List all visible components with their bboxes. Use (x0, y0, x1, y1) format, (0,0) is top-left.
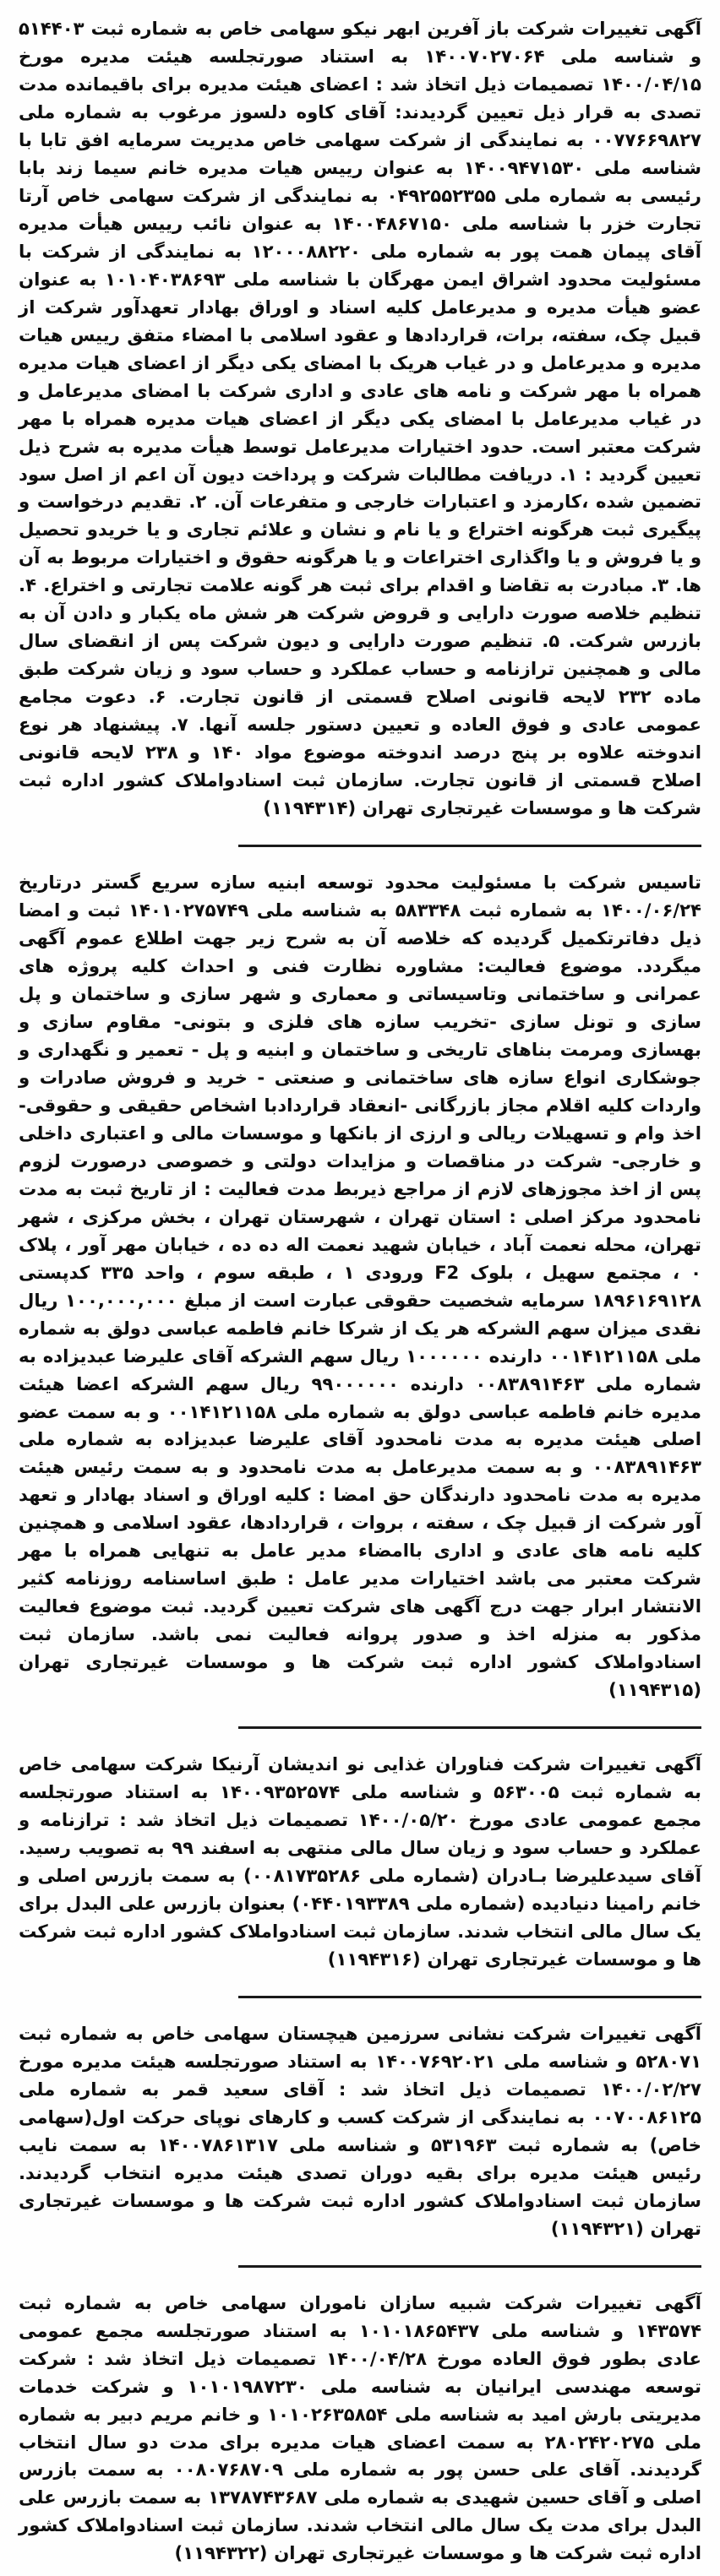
legal-notice-5: آگهی تغییرات شرکت شبیه سازان ناموران سهامی خاص به شماره ثبت ۱۴۳۵۷۴ و شناسه ملی ۱۰۱۰۱۸۶۵۴۳۷ به استناد صورتجلسه مجمع عمومی عادی بطور فوق العاده مورخ ۱۴۰۰/۰۴/۲۸ تصمیمات ذیل اتخاذ شد : شرکت توسعه مهندسی ایرانیان به شناسه ملی ۱۰۱۰۱۹۸۷۲۳۰ و شرکت خدمات مدیریتی بارش امید به شناسه ملی ۱۰۱۰۲۶۳۵۸۵۴ و خانم مریم دبیر به شماره ملی ۲۸۰۲۴۲۰۲۷۵ به سمت اعضای هیات مدیره برای مدت دو سال انتخاب گردیدند. آقای علی حسن پور به شماره ملی ۰۰۸۰۷۶۸۷۰۹ به سمت بازرس اصلی و آقای حسین شهیدی به شماره ملی ۱۳۷۸۷۴۳۶۸۷ به سمت بازرس علی البدل برای مدت یک سال مالی انتخاب شدند. سازمان ثبت اسنادواملاک کشور اداره ثبت شرکت ها و موسسات غیرتجاری تهران (۱۱۹۴۳۲۲) (19, 2291, 702, 2564)
notice-divider-3 (19, 1996, 701, 1998)
divider-rule (238, 845, 701, 847)
divider-rule (238, 1726, 701, 1729)
legal-notice-1: آگهی تغییرات شرکت باز آفرین ابهر نیکو سهامی خاص به شماره ثبت ۵۱۴۴۰۳ و شناسه ملی ۱۴۰۰۷۰۲۷۰۶۴ به استناد صورتجلسه هیئت مدیره مورخ ۱۴۰۰/۰۴/۱۵ تصمیمات ذیل اتخاذ شد : اعضای هیئت مدیره برای باقیمانده مدت تصدی به قرار ذیل تعیین گردیدند: آقای کاوه دلسوز مرغوب به شماره ملی ۰۰۷۷۶۶۹۸۲۷ به نمایندگی از شرکت سهامی خاص مدیریت سرمایه افق تابا با شناسه ملی ۱۴۰۰۹۴۷۱۵۳۰ به عنوان رییس هیات مدیره خانم سیما زند بابا رئیسی به شماره ملی ۰۴۹۲۵۵۲۳۵۵ به نمایندگی از شرکت سهامی خاص آرتا تجارت خزر با شناسه ملی ۱۴۰۰۴۸۶۷۱۵۰ به عنوان نائب رییس هیأت مدیره آقای پیمان همت پور به شماره ملی ۱۲۰۰۰۸۸۲۲۰ به نمایندگی از شرکت با مسئولیت محدود اشراق ایمن مهرگان با شناسه ملی ۱۰۱۰۴۰۳۸۶۹۳ به عنوان عضو هیأت مدیره و مدیرعامل کلیه اسناد و اوراق بهادار تعهدآور شرکت از قبیل چک، سفته، برات، قراردادها و عقود اسلامی با امضاء متفق رییس هیات مدیره و مدیرعامل و در غیاب هریک با امضای یکی دیگر از اعضای هیات مدیره همراه با مهر شرکت و نامه های عادی و اداری شرکت با امضای مدیرعامل و در غیاب مدیرعامل با امضای یکی دیگر از اعضای هیات مدیره همراه با مهر شرکت معتبر است. حدود اختیارات مدیرعامل توسط هیأت مدیره به شرح ذیل تعیین گردید : ۱. دریافت مطالبات شرکت و پرداخت دیون آن اعم از اصل سود تضمین شده ،کارمزد و اعتبارات خارجی و متفرعات آن. ۲. تقدیم درخواست و پیگیری ثبت هرگونه اختراع و یا نام و نشان و علائم تجاری و یا خریدو تحصیل و یا فروش و یا واگذاری اختراعات و یا هرگونه حقوق و اختیارات مربوط به آن ها. ۳. مبادرت به تقاضا و اقدام برای ثبت هر گونه علامت تجارتی و اختراع. ۴. تنظیم خلاصه صورت دارایی و قروض شرکت هر شش ماه یکبار و دادن آن به بازرس شرکت. ۵. تنظیم صورت دارایی و دیون شرکت پس از انقضای سال مالی و همچنین ترازنامه و حساب عملکرد و حساب سود و زیان شرکت طبق ماده ۲۳۲ لایحه قانونی اصلاح قسمتی از قانون تجارت. ۶. دعوت مجامع عمومی عادی و فوق العاده و تعیین دستور جلسه آنها. ۷. پیشنهاد هر نوع اندوخته علاوه بر پنج درصد اندوخته موضوع مواد ۱۴۰ و ۲۳۸ لایحه قانونی اصلاح قسمتی از قانون تجارت. سازمان ثبت اسنادواملاک کشور اداره ثبت شرکت ها و موسسات غیرتجاری تهران (۱۱۹۴۳۱۴) (19, 18, 702, 819)
notice-divider-2 (19, 1726, 701, 1729)
notice-divider-1 (19, 845, 701, 847)
divider-rule (238, 2265, 701, 2268)
legal-notice-2: تاسیس شرکت با مسئولیت محدود توسعه ابنیه سازه سریع گستر درتاریخ ۱۴۰۰/۰۶/۲۴ به شماره ثبت ۵۸۳۳۴۸ به شناسه ملی ۱۴۰۱۰۲۷۵۷۴۹ ثبت و امضا ذیل دفاترتکمیل گردیده که خلاصه آن به شرح زیر جهت اطلاع عموم آگهی میگردد. موضوع فعالیت: مشاوره نظارت فنی و احداث کلیه پروژه های عمرانی و ساختمانی وتاسیساتی و معماری و شهر سازی و ساختمان و پل سازی و تونل سازی -تخریب سازه های فلزی و بتونی- مقاوم سازی و بهسازی ومرمت بناهای تاریخی و ساختمان و ابنیه و پل - تعمیر و نگهداری و جوشکاری انواع سازه های ساختمانی و صنعتی - خرید و فروش صادرات و واردات کلیه اقلام مجاز بازرگانی -انعقاد قراردادبا اشخاص حقیقی و حقوقی- اخذ وام و تسهیلات ریالی و ارزی از بانکها و موسسات مالی و اعتباری داخلی و خارجی- شرکت در مناقصات و مزایدات دولتی و خصوصی درصورت لزوم پس از اخذ مجوزهای لازم از مراجع ذیربط مدت فعالیت : از تاریخ ثبت به مدت نامحدود مرکز اصلی : استان تهران ، شهرستان تهران ، بخش مرکزی ، شهر تهران، محله نعمت آباد ، خیابان شهید نعمت اله ده ده ، خیابان مهر آور ، پلاک ۰ ، مجتمع سهیل ، بلوک F2 ورودی ۱ ، طبقه سوم ، واحد ۳۳۵ کدپستی ۱۸۹۶۱۶۹۱۲۸ سرمایه شخصیت حقوقی عبارت است از مبلغ ۱۰۰,۰۰۰,۰۰۰ ریال نقدی میزان سهم الشرکه هر یک از شرکا خانم فاطمه عباسی دولق به شماره ملی ۰۰۱۴۱۲۱۱۵۸ دارنده ۱۰۰۰۰۰۰ ریال سهم الشرکه آقای علیرضا عبدیزاده به شماره ملی ۰۰۸۳۸۹۱۴۶۳ دارنده ۹۹۰۰۰۰۰۰ ریال سهم الشرکه اعضا هیئت مدیره خانم فاطمه عباسی دولق به شماره ملی ۰۰۱۴۱۲۱۱۵۸ و به سمت عضو اصلی هیئت مدیره به مدت نامحدود آقای علیرضا عبدیزاده به شماره ملی ۰۰۸۳۸۹۱۴۶۳ و به سمت مدیرعامل به مدت نامحدود و به سمت رئیس هیئت مدیره به مدت نامحدود دارندگان حق امضا : کلیه اوراق و اسناد بهادار و تعهد آور شرکت از قبیل چک ، سفته ، بروات ، قراردادها، عقود اسلامی و همچنین کلیه نامه های عادی و اداری باامضاء مدیر عامل به تنهایی همراه با مهر شرکت معتبر می باشد اختیارات مدیر عامل : طبق اساسنامه روزنامه کثیر الانتشار ابرار جهت درج آگهی های شرکت تعیین گردید. ثبت موضوع فعالیت مذکور به منزله اخذ و صدور پروانه فعالیت نمی باشد. سازمان ثبت اسنادواملاک کشور اداره ثبت شرکت ها و موسسات غیرتجاری تهران (۱۱۹۴۳۱۵) (19, 872, 702, 1701)
legal-notice-4: آگهی تغییرات شرکت نشانی سرزمین هیچستان سهامی خاص به شماره ثبت ۵۲۸۰۷۱ و شناسه ملی ۱۴۰۰۷۶۹۲۰۲۱ به استناد صورتجلسه هیئت مدیره مورخ ۱۴۰۰/۰۲/۲۷ تصمیمات ذیل اتخاذ شد : آقای سعید قمر به شماره ملی ۰۰۷۰۰۸۶۱۲۵ به نمایندگی از شرکت کسب و کارهای نوپای حرکت اول(سهامی خاص) به شماره ثبت ۵۳۱۹۶۳ و شناسه ملی ۱۴۰۰۷۸۶۱۳۱۷ به سمت نایب رئیس هیئت مدیره برای بقیه دوران تصدی هیئت مدیره انتخاب گردیدند. سازمان ثبت اسنادواملاک کشور اداره ثبت شرکت ها و موسسات غیرتجاری تهران (۱۱۹۴۳۲۱) (19, 2022, 702, 2239)
divider-rule (238, 1996, 701, 1998)
notice-divider-4 (19, 2265, 701, 2268)
legal-notice-3: آگهی تغییرات شرکت فناوران غذایی نو اندیشان آرنیکا شرکت سهامی خاص به شماره ثبت ۵۶۳۰۰۵ و شناسه ملی ۱۴۰۰۹۳۵۲۵۷۴ به استناد صورتجلسه مجمع عمومی عادی مورخ ۱۴۰۰/۰۵/۲۰ تصمیمات ذیل اتخاذ شد : ترازنامه و عملکرد و حساب سود و زیان سال مالی منتهی به اسفند ۹۹ به تصویب رسید. آقای سیدعلیرضا بـادران (شماره ملی ۰۰۸۱۷۳۵۲۸۶) به سمت بازرس اصلی و خانم رامینا دنیادیده (شماره ملی ۰۴۴۰۱۹۳۳۸۹) بعنوان بازرس علی البدل برای یک سال مالی انتخاب شدند. سازمان ثبت اسنادواملاک کشور اداره ثبت شرکت ها و موسسات غیرتجاری تهران (۱۱۹۴۳۱۶) (19, 1753, 702, 1970)
